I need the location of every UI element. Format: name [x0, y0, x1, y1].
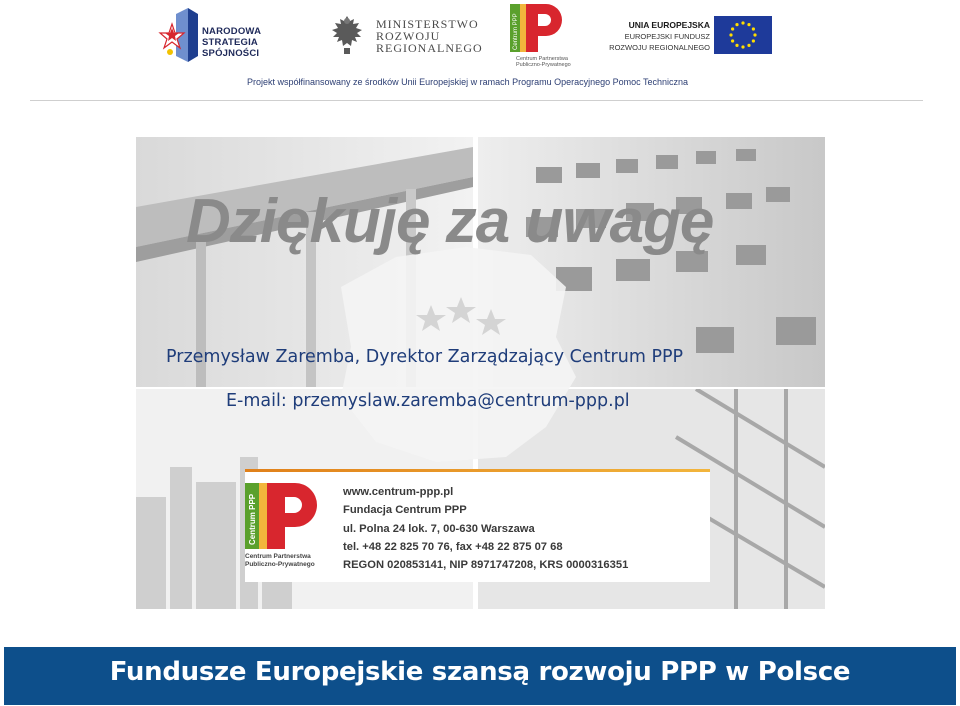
eu-star — [735, 44, 738, 47]
eu-star — [741, 45, 744, 48]
centrum-ppp-logo — [506, 2, 576, 70]
card-sub2: Publiczno-Prywatnego — [245, 560, 315, 568]
nss-logo — [158, 6, 308, 64]
card-centrum-ppp-logo — [245, 481, 335, 551]
eagle-emblem-icon — [326, 12, 368, 58]
card-address: ul. Polna 24 lok. 7, 00-630 Warszawa — [343, 522, 535, 535]
eu-star — [741, 21, 744, 24]
nss-star-icon — [158, 6, 202, 64]
cppp-sub2: Publiczno-Prywatnego — [516, 62, 571, 68]
slide-title: Dziękuję za uwagę — [186, 187, 714, 256]
mrr-logo-text — [376, 18, 483, 54]
card-p-icon — [245, 481, 335, 551]
email-line[interactable]: E-mail: przemyslaw.zaremba@centrum-ppp.pl — [226, 391, 630, 411]
mrr-line3: REGIONALNEGO — [376, 41, 483, 55]
eu-star — [731, 39, 734, 42]
card-logo-subtitle — [245, 553, 315, 568]
footer-banner — [4, 647, 956, 705]
card-contact-lines — [343, 483, 628, 574]
card-sub1: Centrum Partnerstwa — [245, 553, 311, 560]
nss-line1: NARODOWA — [202, 26, 262, 37]
eu-star — [752, 27, 755, 30]
eu-line2: EUROPEJSKI FUNDUSZ — [624, 32, 710, 41]
header-divider — [30, 100, 923, 101]
nss-logo-text — [202, 26, 308, 59]
header-logos — [0, 0, 960, 100]
footer-slogan: Fundusze Europejskie szansą rozwoju PPP w Polsce — [109, 657, 851, 687]
eu-line1: UNIA EUROPEJSKA — [628, 20, 710, 30]
eu-logo — [608, 16, 778, 58]
card-org: Fundacja Centrum PPP — [343, 504, 467, 517]
eu-star — [747, 44, 750, 47]
eu-logo-text — [609, 20, 710, 53]
presenter-line: Przemysław Zaremba, Dyrektor Zarządzający Centrum PPP — [166, 347, 684, 367]
eu-flag-icon — [714, 16, 772, 54]
card-accent-line — [245, 469, 710, 472]
eu-star — [729, 33, 732, 36]
card-phone: tel. +48 22 825 70 76, fax +48 22 875 07 68 — [343, 540, 563, 553]
centrum-ppp-p-icon — [506, 2, 576, 56]
eu-star — [752, 39, 755, 42]
eu-star — [735, 23, 738, 26]
card-ids: REGON 020853141, NIP 8971747208, KRS 0000316351 — [343, 559, 629, 572]
mrr-line2: ROZWOJU — [376, 29, 441, 43]
centrum-ppp-sub — [516, 56, 571, 68]
eu-star — [753, 33, 756, 36]
card-logo-vertical-label: Centrum PPP — [248, 493, 257, 545]
eu-line3: ROZWOJU REGIONALNEGO — [609, 43, 710, 52]
business-card — [245, 469, 710, 582]
mrr-line1: MINISTERSTWO — [376, 17, 479, 31]
cofinancing-note: Projekt współfinansowany ze środków Unii Europejskiej w ramach Programu Operacyjnego Pomoc Techniczna — [247, 77, 689, 87]
mrr-logo — [326, 12, 483, 62]
eu-star — [731, 27, 734, 30]
card-website[interactable]: www.centrum-ppp.pl — [343, 486, 454, 498]
centrum-ppp-vertical-label: Centrum PPP — [513, 13, 519, 50]
cppp-sub1: Centrum Partnerstwa — [516, 56, 568, 62]
eu-star — [747, 23, 750, 26]
nss-line2: STRATEGIA SPÓJNOŚCI — [202, 37, 260, 59]
